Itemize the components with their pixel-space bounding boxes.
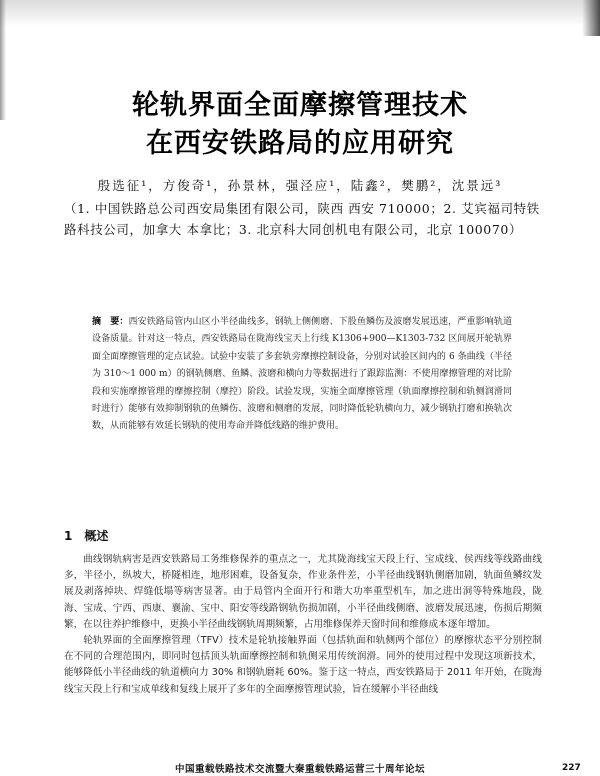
scan-shadow-top (0, 0, 600, 26)
body-paragraph: 轮轨界面的全面摩擦管理（TFV）技术是轮轨接触界面（包括轨面和轨侧两个部位）的摩擦状态平分别控制在不同的合理范围内，即同时包括顶头轨面摩擦控制和轨侧采用传统润滑。同外的使用过程中发现这项新技术，能够降低小半径曲线的轨道横向力 30% 和钢轨磨耗 60%。鉴于这一特点，西安铁路局于 2011 年开始，在陇海线宝天段上行和宝成单线和复线上展开了多年的全面摩擦管理试验，旨在缓解小半径曲线 (64, 635, 542, 695)
paper-title-line2: 在西安铁路局的应用研究 (146, 128, 454, 159)
abstract (92, 314, 512, 436)
section-heading: 1 概述 (64, 529, 109, 543)
body-paragraph: 曲线钢轨病害是西安铁路局工务维修保养的重点之一，尤其陇海线宝天段上行、宝成线、侯西线等线路曲线多，半径小，纵坡大，桥隧相连，地形困难，设备复杂，作业条件差，小半径曲线钢轨侧磨加剧，轨面鱼鳞纹发展及剥落掉块、焊缝低塌等病害显著。由于局管内全面开行和谐大功率重型机车，加之进出洞等特殊地段，陇海、宝成、宁西、西康、襄渝、宝中、阳安等线路钢轨伤损加剧，小半径曲线侧磨、波磨发展迅速，伤损后期频繁，在以往养护维修中，更换小半径曲线钢轨周期频繁，占用维修保养天窗时间和维修成本逐年增加。 (64, 554, 542, 630)
abstract-label: 摘 要： (92, 317, 129, 327)
page-number: 227 (562, 763, 581, 773)
conference-footer: 中国重载铁路技术交流暨大秦重载铁路运营三十周年论坛 (174, 764, 425, 775)
section-body (64, 552, 542, 698)
scan-edge-right (582, 0, 600, 36)
affiliations: （1. 中国铁路总公司西安局集团有限公司，陕西 西安 710000；2. 艾宾福司特铁路科技公司，加拿大 本拿比；3. 北京科大同创机电有限公司，北京 100070） (64, 201, 540, 237)
paper-title-line1: 轮轨界面全面摩擦管理技术 (132, 90, 468, 121)
abstract-text: 西安铁路局管内山区小半径曲线多，钢轨上侧侧磨、下股鱼鳞伤及波磨发展迅速，严重影响轨道设备质量。针对这一特点，西安铁路局在陇海线宝天上行线 K1306+900—K1303-732 区间展开轮轨界面全面摩擦管理的定点试验。试验中安装了多套轨旁摩擦控制设备，分别对试验区间内的 6 条曲线（半径为 310～1 000 m）的钢轨侧磨、鱼鳞、波磨和横向力等数据进行了跟踪监测：不使用摩擦管理的对比阶段和实施摩擦管理的摩擦控制（摩控）阶段。试验发现，实施全面摩擦管理（轨面摩擦控制和轨侧润滑同时进行）能够有效抑制钢轨的鱼鳞伤、波磨和侧磨的发展，同时降低轮轨横向力，减少钢轨打磨和换轨次数，从而能够有效延长钢轨的使用寿命并降低线路的维护费用。 (92, 317, 512, 432)
author-list: 殷选征¹，方俊奇¹，孙景林，强泾应¹，陆鑫²，樊鹏²，沈景远³ (97, 178, 503, 193)
